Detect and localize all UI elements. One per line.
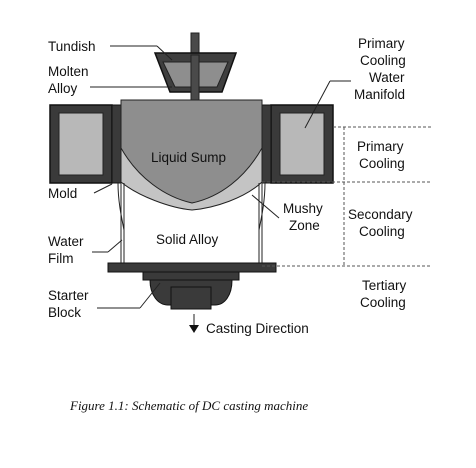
tundish-pour-rod — [191, 33, 199, 53]
starter-block — [108, 263, 276, 309]
label-primary-cooling-2: Cooling — [359, 156, 405, 171]
mold-right-wall — [262, 105, 271, 183]
label-tertiary-cooling-1: Tertiary — [362, 278, 407, 293]
label-zone: Zone — [289, 218, 320, 233]
label-secondary-cooling-2: Cooling — [359, 224, 405, 239]
label-block: Block — [48, 305, 82, 320]
mold-left-wall — [112, 105, 121, 183]
label-starter: Starter — [48, 288, 89, 303]
label-molten: Molten — [48, 64, 89, 79]
label-tundish: Tundish — [48, 39, 96, 54]
label-film: Film — [48, 251, 74, 266]
starter-block-stem — [171, 287, 211, 309]
label-primary-cooling-1: Primary — [357, 139, 404, 154]
label-primary-water-1: Primary — [358, 36, 405, 51]
label-mushy: Mushy — [283, 201, 323, 216]
label-tertiary-cooling-2: Cooling — [360, 295, 406, 310]
mold-left-inner — [59, 113, 103, 175]
label-alloy: Alloy — [48, 81, 78, 96]
mold-right-inner — [280, 113, 324, 175]
label-mold: Mold — [48, 186, 78, 201]
label-secondary-cooling-1: Secondary — [348, 207, 413, 222]
figure-caption: Figure 1.1: Schematic of DC casting machine — [70, 398, 309, 413]
label-solid-alloy: Solid Alloy — [156, 232, 219, 247]
label-liquid-sump: Liquid Sump — [151, 150, 227, 165]
starter-block-plate — [108, 263, 276, 272]
label-primary-water-2: Cooling — [360, 53, 406, 68]
label-casting-direction: Casting Direction — [206, 321, 309, 336]
starter-block-base — [143, 272, 239, 280]
label-primary-water-4: Manifold — [354, 87, 406, 102]
casting-direction-arrow — [189, 314, 199, 333]
label-primary-water-3: Water — [369, 70, 405, 85]
label-water: Water — [48, 234, 84, 249]
